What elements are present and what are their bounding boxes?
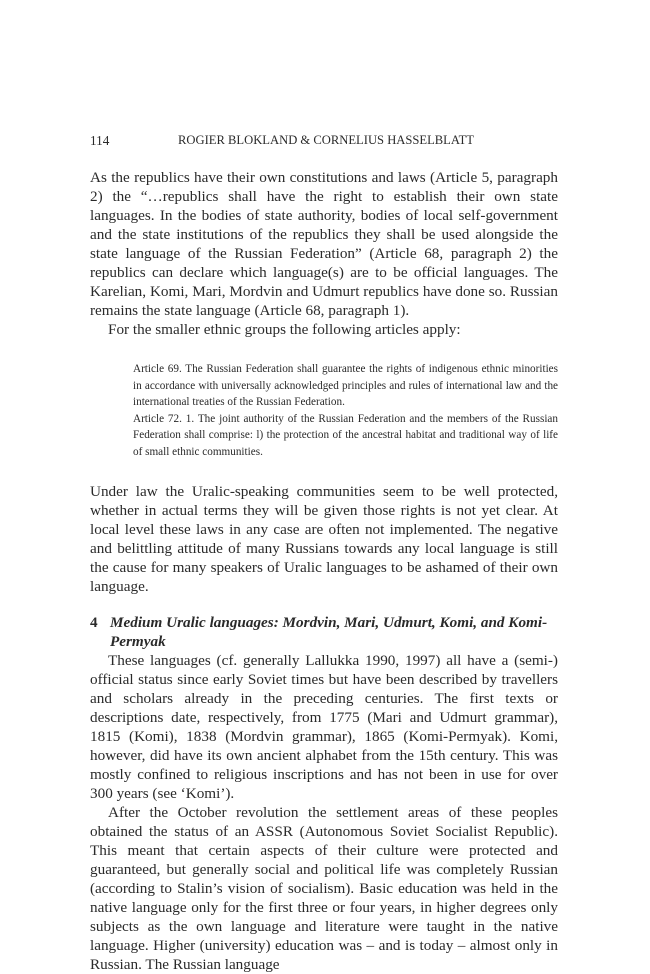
body-paragraph: Under law the Uralic-speaking communities seem to be well protected, whether in actual terms they will be given those rights is not yet clear. At local level these laws in any case are often not implemented. The negative and belittling attitude of many Russians towards any local language is still the cause for many speakers of Uralic languages to be ashamed of their own language. (90, 482, 558, 595)
body-paragraph: For the smaller ethnic groups the following articles apply: (108, 321, 461, 338)
section-paragraph: These languages (cf. generally Lallukka 1990, 1997) all have a (semi-) official status since early Soviet times but have been described by travellers and scholars already in the preceding centuries. The first texts or descriptions date, respectively, from 1775 (Mari and Udmurt grammar), 1815 (Komi), 1838 (Mordvin grammar), 1865 (Komi-Permyak). Komi, however, did have its own ancient alphabet from the 15th century. This was mostly confined to religious inscriptions and has not been in use for over 300 years (see ‘Komi’). (90, 651, 558, 802)
body-paragraph: As the republics have their own constitutions and laws (Article 5, paragraph 2) the “…republics shall have the right to establish their own state languages. In the bodies of state authority, bodies of local self-government and the state institutions of the republics they shall be used alongside the state language of the Russian Federation” (Article 68, paragraph 2) the republics can declare which language(s) are to be official languages. The Karelian, Komi, Mari, Mordvin and Udmurt republics have done so. Russian remains the state language (Article 68, paragraph 1). (90, 169, 558, 319)
page-body (90, 168, 558, 974)
section-title: Medium Uralic languages: Mordvin, Mari, Udmurt, Komi, and Komi-Permyak (110, 613, 548, 650)
section-paragraph: After the October revolution the settlement areas of these peoples obtained the status of an ASSR (Autonomous Soviet Socialist Republic). This meant that certain aspects of their culture were protected and guaranteed, but generally social and political life was completely Russian (according to Stalin’s vision of socialism). Basic education was held in the native language only for the first three or four years, in higher degrees only subjects as the own language and literature were taught in the native language. Higher (university) education was – and is today – almost only in Russian. The Russian language (90, 803, 558, 973)
section-number: 4 (90, 613, 98, 631)
running-head: ROGIER BLOKLAND & CORNELIUS HASSELBLATT (178, 133, 474, 147)
quote-article-69: Article 69. The Russian Federation shall guarantee the rights of indigenous ethnic minorities in accordance with universally acknowledged principles and rules of international law and the international treaties of the Russian Federation. (133, 363, 558, 409)
block-quote (133, 361, 558, 461)
quote-article-72: Article 72. 1. The joint authority of the Russian Federation and the members of the Russian Federation shall comprise: l) the protection of the ancestral habitat and traditional way of life of small ethnic communities. (133, 412, 558, 458)
section-heading (90, 613, 558, 651)
page-header (90, 133, 560, 153)
page-number: 114 (90, 133, 110, 148)
